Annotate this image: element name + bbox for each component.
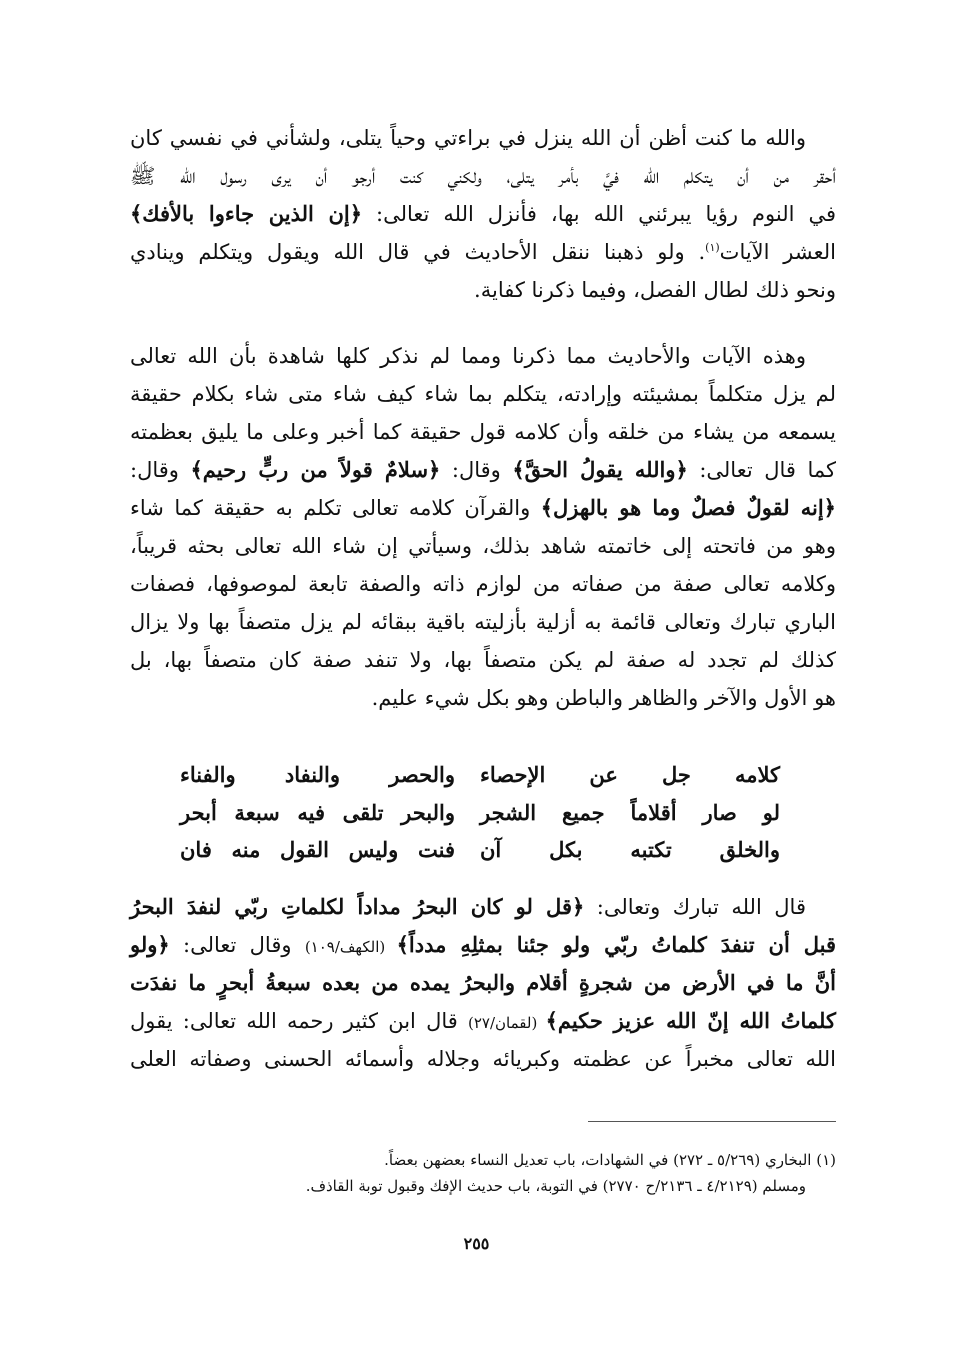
text-segment: . ولو ذهبنا ننقل الأحاديث في قال الله ويقول ويتكلم وينادي bbox=[130, 240, 706, 264]
quran-quote: ﴿ولو bbox=[130, 932, 170, 957]
page-number: ٢٥٥ bbox=[463, 1234, 490, 1253]
text-segment: وقال: bbox=[130, 458, 191, 482]
verse-first-hemistich: لو صار أقلاماً جميع الشجر bbox=[480, 799, 780, 825]
text-line bbox=[130, 679, 836, 717]
text-line bbox=[130, 271, 836, 309]
quran-quote: ﴿إن الذين جاءوا بالأفك﴾ bbox=[130, 201, 363, 226]
text-segment: والله ما كنت أظن أن الله ينزل في براءتي وحياً يتلى، ولشأني في نفسي كان bbox=[130, 126, 806, 150]
text-line bbox=[130, 888, 836, 926]
text-line bbox=[130, 119, 836, 157]
text-segment: وقال: bbox=[440, 458, 513, 482]
quran-quote: ﴿إنه لقولٌ فصلٌ وما هو بالهزل﴾ bbox=[540, 495, 836, 520]
text-segment: والقرآن كلامه تعالى تكلم به حقيقة كما شاء bbox=[130, 496, 541, 520]
text-line bbox=[130, 1040, 836, 1078]
paragraph-3 bbox=[130, 888, 836, 1078]
text-segment: يسمعه من يشاء من خلقه وأن كلامه قول حقيقة كما أخبر وعلى ما يليق بعظمته bbox=[130, 420, 836, 444]
text-segment: قال ابن كثير رحمه الله تعالى: يقول bbox=[130, 1009, 468, 1033]
quran-quote: أنَّ ما في الأرض من شجرةٍ أقلام والبحرُ يمده من بعده سبعةُ أبحرٍ ما نفدَت bbox=[130, 970, 836, 995]
text-segment: في النوم رؤيا يبرئني الله بها، فأنزل الله تعالى: bbox=[362, 202, 836, 226]
text-line bbox=[130, 1002, 836, 1040]
text-line bbox=[130, 157, 836, 195]
verse-first-hemistich: كلامه جل عن الإحصاء bbox=[480, 762, 780, 787]
text-line bbox=[130, 413, 836, 451]
text-line bbox=[130, 565, 836, 603]
text-segment: الباري تبارك وتعالى قائمة به أزلية بأزليته باقية ببقائه لم يزل متصفاً بها ولا يزال bbox=[130, 610, 836, 634]
text-line bbox=[130, 489, 836, 527]
text-segment: كما قال تعالى: bbox=[687, 458, 836, 482]
footnote-continuation: ومسلم (٤/٢١٢٩ ـ ٢١٣٦/ح ٢٧٧٠) في التوبة، باب حديث الإفك وقبول توبة القاذف. bbox=[305, 1177, 806, 1195]
quran-quote: ﴿سلامٌ قولاً من ربٍّ رحيم﴾ bbox=[190, 457, 441, 482]
text-line bbox=[130, 964, 836, 1002]
verse bbox=[180, 794, 780, 832]
text-line bbox=[130, 451, 836, 489]
text-segment: وهو من فاتحته إلى خاتمته شاهد بذلك، وسيأتي إن شاء الله تعالى بحثه قريباً، bbox=[130, 534, 836, 558]
verse bbox=[180, 831, 780, 869]
text-segment: هو الأول والآخر والظاهر والباطن وهو بكل شيء عليم. bbox=[371, 686, 836, 710]
poem bbox=[180, 756, 780, 869]
quran-quote: كلماتُ الله إنّ الله عزيز حكيم﴾ bbox=[545, 1008, 837, 1033]
text-line bbox=[130, 233, 836, 271]
text-segment: ونحو ذلك لطال الفصل، وفيما ذكرنا كفاية. bbox=[474, 278, 836, 302]
text-segment: لم يزل متكلماً بمشيئته وإرادته، يتكلم بما شاء كيف شاء متى شاء بكلام حقيقة bbox=[130, 382, 836, 406]
text-line bbox=[130, 926, 836, 964]
text-segment: كذلك لم تجدد له صفة لم يكن متصفاً بها، ولا تنفد صفة كان متصفاً بها، بل bbox=[130, 648, 836, 672]
text-segment: أحقر من أن يتكلم الله فيَّ بأمر يتلى، ولكني كنت أرجو أن يرى رسول الله ﷺ bbox=[130, 164, 836, 188]
paragraph-2 bbox=[130, 337, 836, 717]
text-line bbox=[130, 375, 836, 413]
verse-second-hemistich: فنت وليس القول منه فان bbox=[180, 837, 455, 862]
citation: (لقمان/٢٧) bbox=[468, 1014, 546, 1032]
verse bbox=[180, 756, 780, 794]
verse-second-hemistich: والبحر تلقى فيه سبعة أبحر bbox=[180, 799, 455, 825]
text-segment: وقال تعالى: bbox=[169, 933, 305, 957]
text-segment: وكلامه تعالى صفة من صفاته من لوازم ذاته والصفة تابعة لموصوفها، فصفات bbox=[130, 572, 836, 596]
footnotes bbox=[200, 1147, 836, 1199]
citation: (الكهف/١٠٩) bbox=[304, 938, 397, 956]
quran-quote: ﴿قل لو كان البحرُ مداداً لكلماتِ ربّي لنفدَ البحرُ bbox=[130, 894, 585, 919]
text-segment: العشر الآيات bbox=[719, 240, 836, 264]
text-line bbox=[130, 195, 836, 233]
text-line bbox=[130, 603, 836, 641]
text-segment: وهذه الآيات والأحاديث مما ذكرنا ومما لم نذكر كلها شاهدة بأن الله تعالى bbox=[130, 344, 806, 368]
text-line bbox=[130, 641, 836, 679]
text-line bbox=[130, 337, 836, 375]
quran-quote: قبل أن تنفدَ كلماتُ ربّي ولو جئنا بمثلِهِ مدداً﴾ bbox=[396, 932, 837, 957]
footnote-ref: (١) bbox=[705, 241, 720, 254]
footnote: (١) البخاري (٥/٢٦٩ ـ ٢٧٢) في الشهادات، باب تعديل النساء بعضهن بعضاً. bbox=[384, 1151, 836, 1169]
footnote-divider bbox=[588, 1121, 836, 1122]
verse-second-hemistich: والحصر والنفاد والفناء bbox=[180, 762, 455, 787]
text-segment: الله تعالى مخبراً عن عظمته وكبريائه وجلاله وأسمائه الحسنى وصفاته العلى bbox=[130, 1047, 836, 1071]
quran-quote: ﴿والله يقولُ الحقَّ﴾ bbox=[512, 457, 688, 482]
paragraph-1 bbox=[130, 119, 836, 309]
text-line bbox=[130, 527, 836, 565]
verse-first-hemistich: والخلق تكتبه بكل آن bbox=[480, 837, 780, 862]
text-segment: قال الله تبارك وتعالى: bbox=[584, 895, 806, 919]
